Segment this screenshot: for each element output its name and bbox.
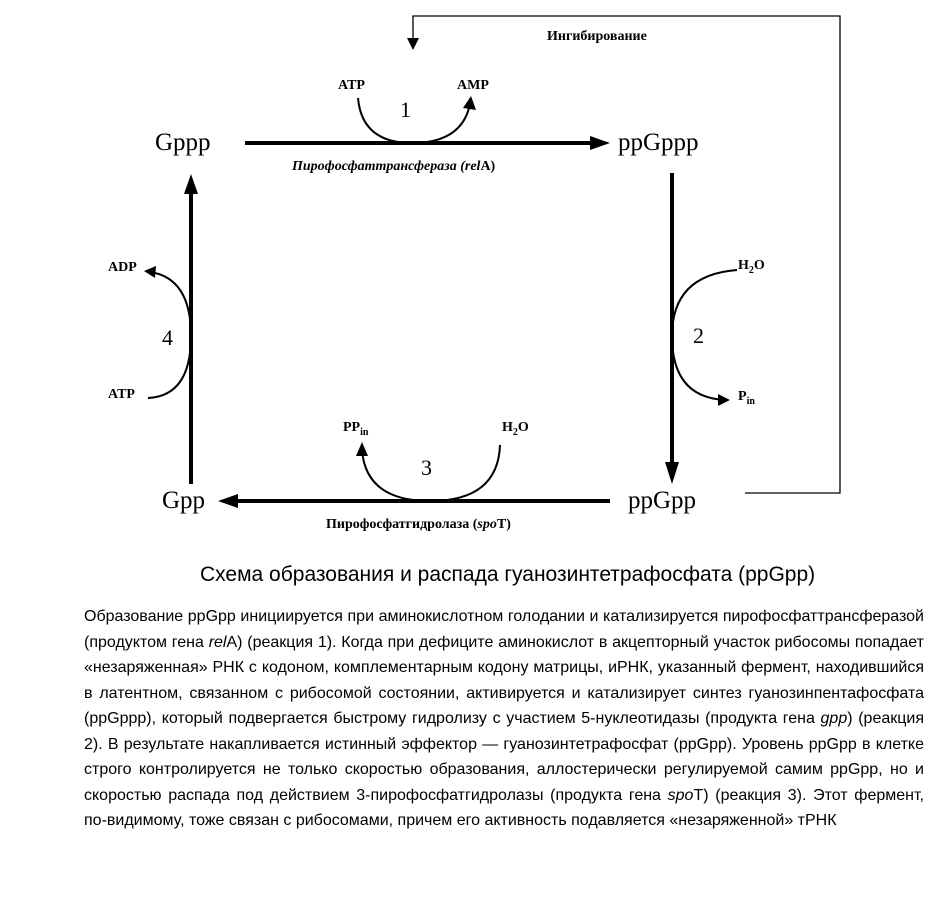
cofactor-pin-right: $P_{in}$ (738, 389, 755, 407)
cofactor-amp: AMP (457, 78, 489, 93)
inhibition-arrow-head (407, 38, 419, 50)
reaction-2-curve (672, 270, 737, 400)
cofactor-h2o-right: $H_2O$ (738, 258, 765, 276)
compound-ppgppp: ppGppp (618, 129, 699, 156)
reaction-4-arrow-head (144, 266, 156, 278)
body-paragraph: Образование ppGpp инициируется при аминокислотном голодании и катализируется пирофосфаттрансферазой (продуктом гена relA) (реакция 1). Когда при дефиците аминокислот в акцепторный участок рибосомы попадает «незаряженная» РНК с кодоном, комплементарным кодону матрицы, иРНК, указанный фермент, находившийся в латентном, связанном с рибосомой состоянии, активируется и катализирует синтез гуанозинпентафосфата (ppGppp), который подвергается быстрому гидролизу с участием 5-нуклеотидазы (продукта гена gpp) (реакция 2). В результате накапливается истинный эффектор — гуанозинтетрафосфат (ppGpp). Уровень ppGpp в клетке строго контролируется не только скоростью образования, аллостерически регулируемой самим ppGpp, но и скоростью распада под действием 3-пирофосфатгидролазы (продукта гена spoT) (реакция 3). Этот фермент, по-видимому, тоже связан с рибосомами, причем его активность подавляется «незаряженной» тРНК (84, 608, 925, 829)
compound-gpp: Gpp (162, 487, 206, 514)
cofactor-atp-left: ATP (108, 387, 135, 402)
arrow-head-bottom (218, 494, 238, 508)
reaction-3-arrow-head (356, 442, 368, 456)
enzyme-label-top: Пирофосфаттрансфераза (relA) (292, 159, 496, 174)
reaction-number-2: 2 (693, 323, 704, 348)
inhibition-label: Ингибирование (547, 29, 647, 44)
compound-ppgpp: ppGpp (628, 487, 697, 514)
figure-caption: Схема образования и распада гуанозинтетрафосфата (ppGpp) (200, 563, 816, 586)
reaction-1-arrow-head (463, 96, 476, 110)
cofactor-atp-top: ATP (338, 78, 365, 93)
compound-gppp: Gppp (155, 129, 211, 156)
reaction-2-arrow-head (718, 394, 730, 406)
cofactor-h2o-bottom: $H_2O$ (502, 420, 529, 438)
reaction-number-4: 4 (162, 325, 173, 350)
reaction-number-3: 3 (421, 455, 432, 480)
arrow-head-left (184, 174, 198, 194)
cofactor-adp: ADP (108, 260, 137, 275)
arrow-head-top (590, 136, 610, 150)
arrow-head-right (665, 462, 679, 484)
enzyme-label-bottom: Пирофосфатгидролаза (spoT) (326, 517, 511, 532)
reaction-1-curve (358, 98, 470, 143)
cofactor-ppin: $PP_{in}$ (343, 420, 369, 438)
reaction-number-1: 1 (400, 97, 411, 122)
